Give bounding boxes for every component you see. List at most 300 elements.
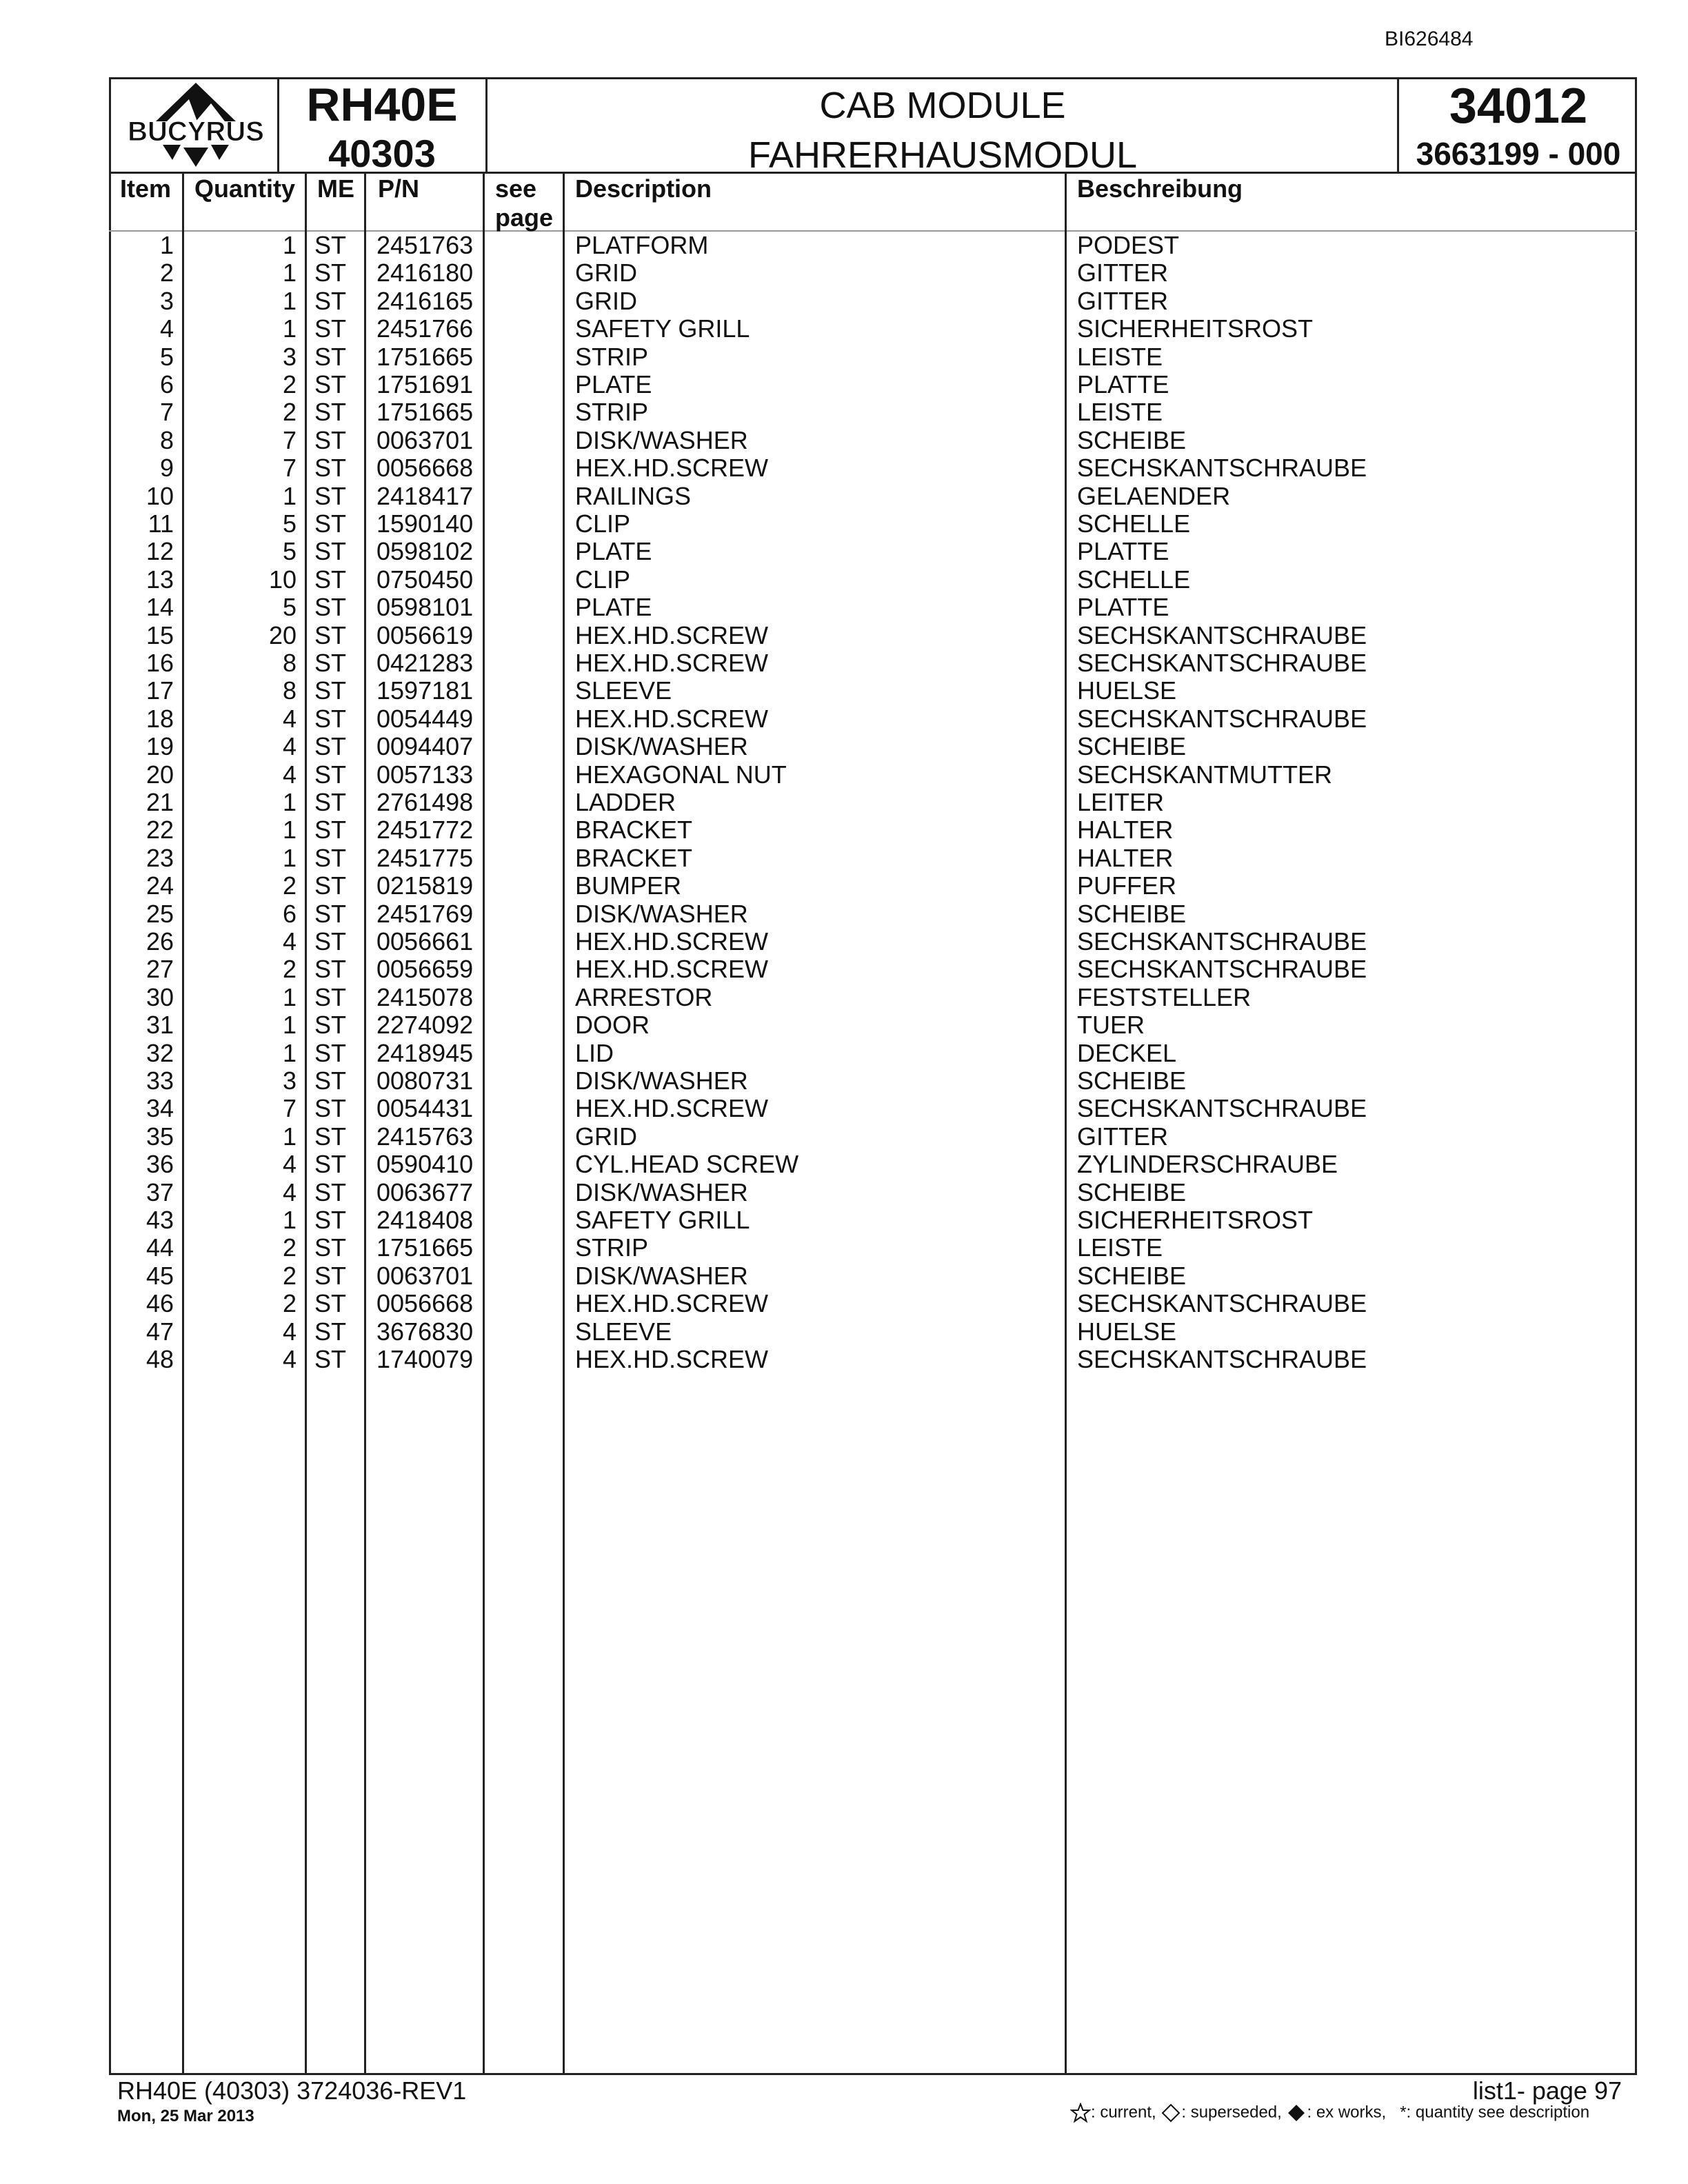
table-row <box>0 343 1688 371</box>
cell-part-number: 0057133 <box>376 760 474 789</box>
cell-part-number: 0080731 <box>376 1066 474 1095</box>
cell-beschreibung: SECHSKANTSCHRAUBE <box>1077 649 1367 677</box>
cell-unit: ST <box>314 1066 347 1095</box>
table-row <box>0 510 1688 538</box>
cell-unit: ST <box>314 1262 347 1290</box>
cell-unit: ST <box>314 287 347 315</box>
cell-quantity: 2 <box>282 370 297 398</box>
cell-unit: ST <box>314 1178 347 1206</box>
cell-quantity: 1 <box>282 482 297 510</box>
cell-part-number: 0056661 <box>376 927 474 956</box>
cell-quantity: 5 <box>282 509 297 538</box>
cell-beschreibung: SICHERHEITSROST <box>1077 1206 1314 1234</box>
cell-quantity: 20 <box>268 621 297 649</box>
table-row <box>0 622 1688 649</box>
cell-part-number: 0056659 <box>376 955 474 983</box>
cell-description: PLATE <box>575 593 652 621</box>
cell-beschreibung: FESTSTELLER <box>1077 983 1252 1011</box>
cell-unit: ST <box>314 343 347 371</box>
cell-quantity: 8 <box>282 676 297 705</box>
cell-part-number: 0056668 <box>376 454 474 482</box>
cell-description: ARRESTOR <box>575 983 713 1011</box>
column-header-page: page <box>495 203 554 232</box>
cell-beschreibung: LEISTE <box>1077 398 1163 426</box>
cell-item-number: 23 <box>145 844 174 872</box>
cell-unit: ST <box>314 1094 347 1122</box>
column-header-item: Item <box>120 174 172 203</box>
cell-item-number: 4 <box>159 314 174 343</box>
cell-beschreibung: GITTER <box>1077 1122 1168 1151</box>
bucyrus-logo <box>114 79 277 172</box>
cell-unit: ST <box>314 983 347 1011</box>
cell-description: STRIP <box>575 1233 649 1262</box>
cell-part-number: 0056668 <box>376 1289 474 1317</box>
cell-item-number: 14 <box>145 593 174 621</box>
footer-date: Mon, 25 Mar 2013 <box>117 2107 254 2125</box>
cell-part-number: 0063701 <box>376 426 474 454</box>
cell-quantity: 4 <box>282 732 297 760</box>
table-row <box>0 594 1688 621</box>
table-row <box>0 454 1688 482</box>
table-row <box>0 845 1688 872</box>
cell-quantity: 4 <box>282 1150 297 1178</box>
table-row <box>0 1123 1688 1151</box>
cell-description: LID <box>575 1039 614 1067</box>
cell-description: HEX.HD.SCREW <box>575 1345 769 1373</box>
cell-description: DISK/WASHER <box>575 900 748 928</box>
table-row <box>0 1346 1688 1373</box>
table-row <box>0 259 1688 287</box>
table-row <box>0 1262 1688 1290</box>
cell-item-number: 5 <box>159 343 174 371</box>
cell-part-number: 2451772 <box>376 816 474 844</box>
cell-part-number: 0598102 <box>376 537 474 565</box>
cell-quantity: 2 <box>282 1233 297 1262</box>
cell-unit: ST <box>314 398 347 426</box>
cell-unit: ST <box>314 565 347 594</box>
cell-quantity: 1 <box>282 844 297 872</box>
table-row <box>0 1179 1688 1206</box>
cell-beschreibung: GELAENDER <box>1077 482 1231 510</box>
cell-part-number: 0421283 <box>376 649 474 677</box>
cell-beschreibung: SCHELLE <box>1077 565 1191 594</box>
cell-unit: ST <box>314 788 347 816</box>
cell-description: DISK/WASHER <box>575 1262 748 1290</box>
cell-quantity: 6 <box>282 900 297 928</box>
column-header-quantity: Quantity <box>194 174 296 203</box>
cell-item-number: 44 <box>145 1233 174 1262</box>
logo-text: BUCYRUS <box>128 117 264 147</box>
cell-unit: ST <box>314 370 347 398</box>
cell-quantity: 3 <box>282 343 297 371</box>
cell-unit: ST <box>314 621 347 649</box>
cell-part-number: 1590140 <box>376 509 474 538</box>
cell-part-number: 1751691 <box>376 370 474 398</box>
cell-part-number: 0063677 <box>376 1178 474 1206</box>
table-row <box>0 816 1688 844</box>
table-row <box>0 1067 1688 1095</box>
cell-item-number: 31 <box>145 1011 174 1039</box>
cell-description: SAFETY GRILL <box>575 314 750 343</box>
table-row <box>0 232 1688 259</box>
cell-quantity: 4 <box>282 705 297 733</box>
cell-quantity: 3 <box>282 1066 297 1095</box>
cell-beschreibung: HALTER <box>1077 816 1174 844</box>
cell-item-number: 6 <box>159 370 174 398</box>
cell-item-number: 48 <box>145 1345 174 1373</box>
cell-beschreibung: SECHSKANTSCHRAUBE <box>1077 955 1367 983</box>
cell-beschreibung: SCHELLE <box>1077 509 1191 538</box>
cell-part-number: 0054449 <box>376 705 474 733</box>
cell-unit: ST <box>314 649 347 677</box>
table-row <box>0 705 1688 733</box>
cell-description: GRID <box>575 259 637 287</box>
cell-item-number: 18 <box>145 705 174 733</box>
cell-part-number: 2451766 <box>376 314 474 343</box>
cell-unit: ST <box>314 871 347 900</box>
cell-beschreibung: HALTER <box>1077 844 1174 872</box>
cell-beschreibung: SECHSKANTSCHRAUBE <box>1077 454 1367 482</box>
cell-beschreibung: PODEST <box>1077 231 1180 259</box>
column-header-description: Description <box>575 174 712 203</box>
cell-item-number: 35 <box>145 1122 174 1151</box>
cell-description: DISK/WASHER <box>575 1178 748 1206</box>
cell-description: HEX.HD.SCREW <box>575 927 769 956</box>
cell-part-number: 2415078 <box>376 983 474 1011</box>
cell-quantity: 5 <box>282 593 297 621</box>
cell-item-number: 24 <box>145 871 174 900</box>
cell-unit: ST <box>314 844 347 872</box>
table-row <box>0 900 1688 928</box>
cell-part-number: 2274092 <box>376 1011 474 1039</box>
cell-quantity: 7 <box>282 1094 297 1122</box>
cell-part-number: 0215819 <box>376 871 474 900</box>
table-row <box>0 427 1688 454</box>
cell-unit: ST <box>314 760 347 789</box>
column-header-see: see <box>495 174 537 203</box>
cell-beschreibung: LEITER <box>1077 788 1165 816</box>
cell-quantity: 4 <box>282 1317 297 1346</box>
column-header-beschreibung: Beschreibung <box>1077 174 1243 203</box>
cell-item-number: 9 <box>159 454 174 482</box>
table-row <box>0 1206 1688 1234</box>
cell-item-number: 25 <box>145 900 174 928</box>
cell-item-number: 20 <box>145 760 174 789</box>
cell-description: BUMPER <box>575 871 682 900</box>
cell-description: HEX.HD.SCREW <box>575 705 769 733</box>
cell-part-number: 0598101 <box>376 593 474 621</box>
cell-part-number: 2416180 <box>376 259 474 287</box>
cell-description: STRIP <box>575 398 649 426</box>
cell-unit: ST <box>314 1289 347 1317</box>
cell-description: LADDER <box>575 788 676 816</box>
legend-quantity-mark: * <box>1400 2103 1407 2122</box>
cell-quantity: 1 <box>282 231 297 259</box>
cell-quantity: 4 <box>282 1178 297 1206</box>
cell-part-number: 2451769 <box>376 900 474 928</box>
cell-item-number: 7 <box>159 398 174 426</box>
module-part-number: 3663199 - 000 <box>1416 136 1621 172</box>
cell-item-number: 3 <box>159 287 174 315</box>
legend-superseded: : superseded, <box>1181 2103 1282 2122</box>
table-row <box>0 984 1688 1011</box>
cell-item-number: 47 <box>145 1317 174 1346</box>
table-row <box>0 398 1688 426</box>
cell-item-number: 46 <box>145 1289 174 1317</box>
cell-part-number: 0590410 <box>376 1150 474 1178</box>
cell-description: RAILINGS <box>575 482 692 510</box>
table-row <box>0 1318 1688 1346</box>
cell-item-number: 30 <box>145 983 174 1011</box>
cell-beschreibung: SCHEIBE <box>1077 1262 1187 1290</box>
cell-item-number: 22 <box>145 816 174 844</box>
cell-unit: ST <box>314 1150 347 1178</box>
cell-quantity: 1 <box>282 816 297 844</box>
cell-unit: ST <box>314 259 347 287</box>
cell-item-number: 8 <box>159 426 174 454</box>
cell-description: PLATE <box>575 370 652 398</box>
cell-item-number: 21 <box>145 788 174 816</box>
cell-description: CYL.HEAD SCREW <box>575 1150 799 1178</box>
bucyrus-logo-icon <box>114 79 277 172</box>
cell-item-number: 32 <box>145 1039 174 1067</box>
module-number: 34012 <box>1449 79 1588 134</box>
table-row <box>0 1151 1688 1178</box>
table-row <box>0 789 1688 816</box>
cell-quantity: 1 <box>282 1206 297 1234</box>
cell-description: HEX.HD.SCREW <box>575 649 769 677</box>
cell-beschreibung: LEISTE <box>1077 1233 1163 1262</box>
title-english: CAB MODULE <box>819 85 1066 126</box>
table-row <box>0 538 1688 565</box>
cell-unit: ST <box>314 593 347 621</box>
cell-part-number: 2418417 <box>376 482 474 510</box>
cell-beschreibung: TUER <box>1077 1011 1145 1039</box>
cell-quantity: 2 <box>282 1289 297 1317</box>
cell-description: PLATE <box>575 537 652 565</box>
cell-description: SLEEVE <box>575 676 672 705</box>
cell-beschreibung: PLATTE <box>1077 537 1169 565</box>
cell-unit: ST <box>314 1122 347 1151</box>
cell-part-number: 1740079 <box>376 1345 474 1373</box>
cell-part-number: 0056619 <box>376 621 474 649</box>
cell-beschreibung: SICHERHEITSROST <box>1077 314 1314 343</box>
cell-beschreibung: ZYLINDERSCHRAUBE <box>1077 1150 1338 1178</box>
cell-description: DISK/WASHER <box>575 1066 748 1095</box>
cell-description: SLEEVE <box>575 1317 672 1346</box>
cell-quantity: 4 <box>282 927 297 956</box>
cell-unit: ST <box>314 426 347 454</box>
legend-quantity: : quantity see description <box>1406 2103 1590 2122</box>
cell-part-number: 2418945 <box>376 1039 474 1067</box>
cell-item-number: 27 <box>145 955 174 983</box>
cell-unit: ST <box>314 314 347 343</box>
cell-description: DOOR <box>575 1011 650 1039</box>
cell-part-number: 1751665 <box>376 398 474 426</box>
cell-part-number: 0063701 <box>376 1262 474 1290</box>
cell-beschreibung: SECHSKANTSCHRAUBE <box>1077 927 1367 956</box>
cell-unit: ST <box>314 732 347 760</box>
cell-item-number: 15 <box>145 621 174 649</box>
cell-quantity: 5 <box>282 537 297 565</box>
cell-beschreibung: GITTER <box>1077 287 1168 315</box>
cell-description: HEX.HD.SCREW <box>575 454 769 482</box>
cell-unit: ST <box>314 1345 347 1373</box>
table-row <box>0 928 1688 956</box>
cell-unit: ST <box>314 482 347 510</box>
cell-part-number: 2761498 <box>376 788 474 816</box>
table-row <box>0 287 1688 315</box>
cell-item-number: 2 <box>159 259 174 287</box>
cell-quantity: 1 <box>282 1011 297 1039</box>
footer-page: list1- page 97 <box>1472 2076 1622 2105</box>
cell-description: HEX.HD.SCREW <box>575 1289 769 1317</box>
cell-beschreibung: SCHEIBE <box>1077 1178 1187 1206</box>
cell-part-number: 0750450 <box>376 565 474 594</box>
cell-part-number: 0094407 <box>376 732 474 760</box>
cell-unit: ST <box>314 1317 347 1346</box>
cell-quantity: 1 <box>282 314 297 343</box>
diamond-filled-icon <box>1286 2103 1307 2123</box>
table-row <box>0 649 1688 677</box>
cell-description: HEX.HD.SCREW <box>575 621 769 649</box>
cell-beschreibung: SECHSKANTSCHRAUBE <box>1077 1345 1367 1373</box>
cell-quantity: 2 <box>282 398 297 426</box>
cell-beschreibung: SCHEIBE <box>1077 732 1187 760</box>
cell-beschreibung: PLATTE <box>1077 370 1169 398</box>
cell-part-number: 1597181 <box>376 676 474 705</box>
legend-current: : current, <box>1091 2103 1156 2122</box>
cell-description: BRACKET <box>575 816 693 844</box>
cell-quantity: 2 <box>282 1262 297 1290</box>
footer-legend <box>1070 2103 1636 2123</box>
cell-beschreibung: DECKEL <box>1077 1039 1177 1067</box>
cell-item-number: 26 <box>145 927 174 956</box>
cell-unit: ST <box>314 454 347 482</box>
cell-description: DISK/WASHER <box>575 732 748 760</box>
cell-description: HEX.HD.SCREW <box>575 1094 769 1122</box>
table-row <box>0 872 1688 900</box>
cell-item-number: 33 <box>145 1066 174 1095</box>
table-row <box>0 1011 1688 1039</box>
cell-quantity: 1 <box>282 983 297 1011</box>
cell-description: BRACKET <box>575 844 693 872</box>
cell-description: GRID <box>575 287 637 315</box>
column-header-me: ME <box>317 174 354 203</box>
cell-quantity: 2 <box>282 955 297 983</box>
table-row <box>0 956 1688 983</box>
model-serial: 40303 <box>328 132 436 175</box>
model-name: RH40E <box>306 79 458 131</box>
cell-item-number: 36 <box>145 1150 174 1178</box>
cell-part-number: 2415763 <box>376 1122 474 1151</box>
cell-beschreibung: HUELSE <box>1077 676 1177 705</box>
cell-quantity: 10 <box>268 565 297 594</box>
title-german: FAHRERHAUSMODUL <box>747 134 1138 176</box>
cell-unit: ST <box>314 231 347 259</box>
cell-item-number: 10 <box>145 482 174 510</box>
cell-unit: ST <box>314 927 347 956</box>
legend-ex-works: : ex works, <box>1307 2103 1387 2122</box>
cell-beschreibung: SECHSKANTSCHRAUBE <box>1077 1289 1367 1317</box>
cell-beschreibung: HUELSE <box>1077 1317 1177 1346</box>
cell-beschreibung: LEISTE <box>1077 343 1163 371</box>
cell-quantity: 4 <box>282 1345 297 1373</box>
cell-quantity: 1 <box>282 1122 297 1151</box>
table-row <box>0 371 1688 398</box>
cell-item-number: 37 <box>145 1178 174 1206</box>
cell-beschreibung: SECHSKANTSCHRAUBE <box>1077 705 1367 733</box>
diamond-outline-icon <box>1160 2103 1181 2123</box>
cell-unit: ST <box>314 1233 347 1262</box>
table-row <box>0 761 1688 789</box>
cell-part-number: 1751665 <box>376 1233 474 1262</box>
column-header-pn: P/N <box>378 174 420 203</box>
cell-unit: ST <box>314 509 347 538</box>
cell-beschreibung: SCHEIBE <box>1077 426 1187 454</box>
table-row <box>0 315 1688 343</box>
cell-beschreibung: SCHEIBE <box>1077 900 1187 928</box>
cell-quantity: 1 <box>282 788 297 816</box>
cell-part-number: 3676830 <box>376 1317 474 1346</box>
table-row <box>0 483 1688 510</box>
cell-quantity: 1 <box>282 287 297 315</box>
table-row <box>0 733 1688 760</box>
cell-beschreibung: PLATTE <box>1077 593 1169 621</box>
star-outline-icon <box>1070 2103 1091 2123</box>
document-id: BI626484 <box>1385 28 1474 50</box>
cell-unit: ST <box>314 1206 347 1234</box>
cell-description: CLIP <box>575 509 631 538</box>
cell-description: GRID <box>575 1122 637 1151</box>
cell-part-number: 2451763 <box>376 231 474 259</box>
cell-quantity: 2 <box>282 871 297 900</box>
cell-description: DISK/WASHER <box>575 426 748 454</box>
cell-description: HEXAGONAL NUT <box>575 760 787 789</box>
cell-description: STRIP <box>575 343 649 371</box>
cell-quantity: 1 <box>282 259 297 287</box>
cell-item-number: 17 <box>145 676 174 705</box>
cell-item-number: 45 <box>145 1262 174 1290</box>
cell-unit: ST <box>314 955 347 983</box>
cell-beschreibung: SECHSKANTSCHRAUBE <box>1077 621 1367 649</box>
cell-quantity: 7 <box>282 426 297 454</box>
cell-quantity: 1 <box>282 1039 297 1067</box>
table-row <box>0 1234 1688 1262</box>
cell-quantity: 7 <box>282 454 297 482</box>
cell-unit: ST <box>314 676 347 705</box>
cell-beschreibung: SECHSKANTSCHRAUBE <box>1077 1094 1367 1122</box>
cell-item-number: 11 <box>148 509 174 538</box>
cell-quantity: 8 <box>282 649 297 677</box>
footer-doc-ref: RH40E (40303) 3724036-REV1 <box>117 2076 467 2105</box>
cell-description: SAFETY GRILL <box>575 1206 750 1234</box>
cell-unit: ST <box>314 705 347 733</box>
table-row <box>0 566 1688 594</box>
cell-item-number: 16 <box>145 649 174 677</box>
cell-quantity: 4 <box>282 760 297 789</box>
cell-description: HEX.HD.SCREW <box>575 955 769 983</box>
table-row <box>0 1095 1688 1122</box>
cell-unit: ST <box>314 1039 347 1067</box>
cell-item-number: 13 <box>145 565 174 594</box>
cell-part-number: 2416165 <box>376 287 474 315</box>
cell-beschreibung: GITTER <box>1077 259 1168 287</box>
cell-part-number: 2418408 <box>376 1206 474 1234</box>
cell-unit: ST <box>314 1011 347 1039</box>
cell-description: CLIP <box>575 565 631 594</box>
cell-unit: ST <box>314 816 347 844</box>
